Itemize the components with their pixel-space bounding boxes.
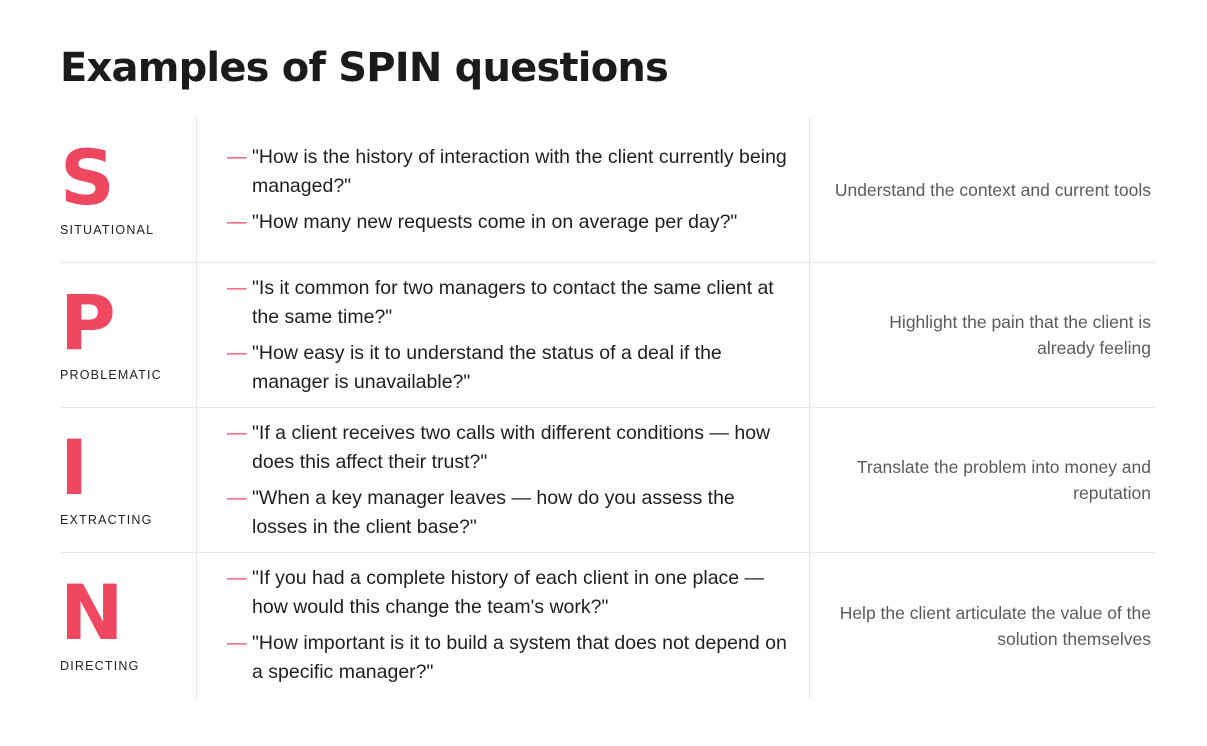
question-item <box>227 564 789 622</box>
dash-bullet: — <box>227 211 247 233</box>
goal-cell <box>810 263 1155 407</box>
page-title: Examples of SPIN questions <box>60 45 669 91</box>
question-text: "How easy is it to understand the status of a deal if the manager is unavailable?" <box>252 341 722 393</box>
goal-text: Translate the problem into money and reputation <box>856 457 1151 503</box>
dash-bullet: — <box>227 486 247 509</box>
questions-cell <box>197 263 810 407</box>
dash-bullet: — <box>227 567 247 589</box>
questions-cell <box>197 118 810 262</box>
question-item <box>227 629 789 687</box>
dash-bullet: — <box>227 276 247 299</box>
question-text: "How important is it to build a system that does not depend on a specific manager?" <box>252 632 787 683</box>
letter-cell <box>60 263 197 407</box>
goal-cell <box>810 408 1155 552</box>
question-item <box>227 274 789 332</box>
question-item <box>227 143 789 201</box>
goal-text: Help the client articulate the value of the solution themselves <box>839 602 1151 649</box>
dash-bullet: — <box>227 632 247 654</box>
letter-cell <box>60 553 197 698</box>
spin-row-extracting <box>60 408 1155 553</box>
spin-row-problematic <box>60 263 1155 408</box>
spin-row-directing <box>60 553 1155 698</box>
letter-cell <box>60 118 197 262</box>
question-item <box>227 484 789 542</box>
spin-letter: I <box>60 423 89 512</box>
goal-text: Understand the context and current tools <box>834 180 1151 200</box>
question-text: "How many new requests come in on average per day?" <box>252 211 738 233</box>
spin-category-label: DIRECTING <box>60 659 140 673</box>
goal-cell <box>810 553 1155 698</box>
spin-category-label: PROBLEMATIC <box>60 368 162 382</box>
question-item <box>227 208 789 237</box>
question-text: "If you had a complete history of each client in one place — how would this change the team's work?" <box>252 567 765 618</box>
dash-bullet: — <box>227 341 247 364</box>
question-item <box>227 339 789 397</box>
question-text: "How is the history of interaction with the client currently being managed?" <box>252 146 787 197</box>
question-text: "When a key manager leaves — how do you assess the losses in the client base?" <box>252 486 735 538</box>
dash-bullet: — <box>227 146 247 168</box>
letter-cell <box>60 408 197 552</box>
spin-table <box>60 118 1155 698</box>
questions-cell <box>197 408 810 552</box>
spin-letter: P <box>60 278 116 367</box>
dash-bullet: — <box>227 421 247 444</box>
question-item <box>227 419 789 477</box>
spin-category-label: SITUATIONAL <box>60 223 155 237</box>
spin-letter: N <box>60 568 124 657</box>
goal-cell <box>810 118 1155 262</box>
question-text: "Is it common for two managers to contact the same client at the same time?" <box>252 276 774 328</box>
question-text: "If a client receives two calls with different conditions — how does this affect their trust?" <box>252 421 771 473</box>
spin-category-label: EXTRACTING <box>60 513 153 527</box>
questions-cell <box>197 553 810 698</box>
spin-row-situational <box>60 118 1155 263</box>
spin-letter: S <box>60 133 115 222</box>
goal-text: Highlight the pain that the client is already feeling <box>889 312 1151 358</box>
